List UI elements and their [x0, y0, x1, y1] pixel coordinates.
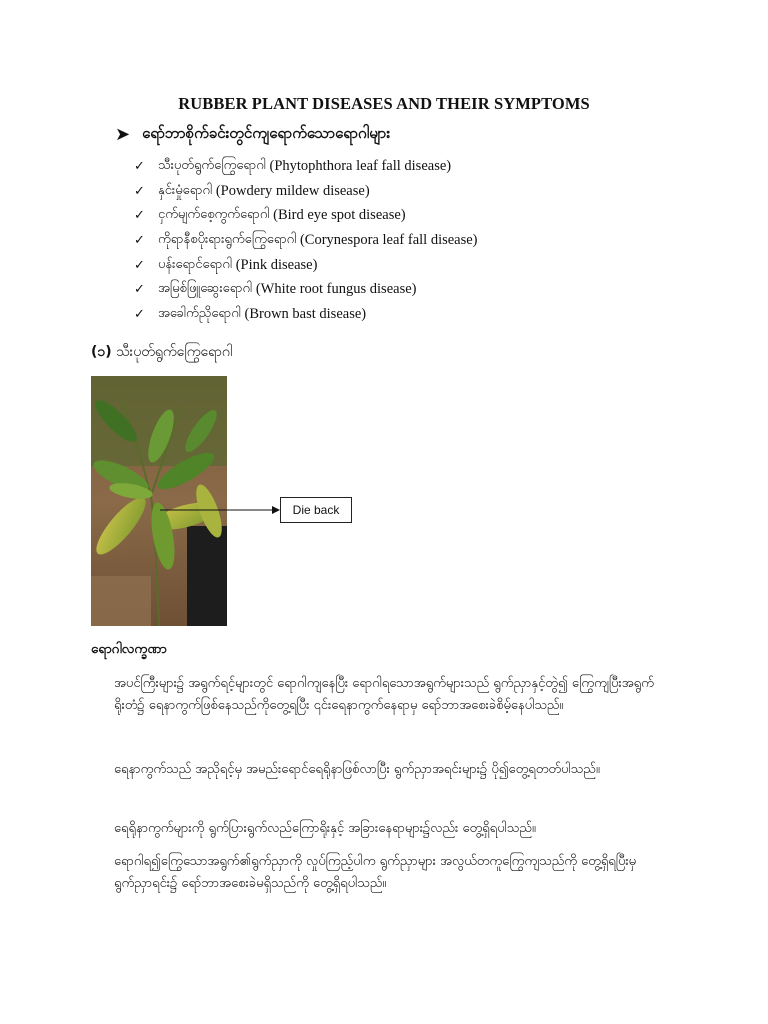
paragraph: ရေနာကွက်သည် အညိုရင့်မှ အမည်းရောင်ရေရိုနာဖြစ်လာပြီး ရွက်ညှာအရင်းများ၌ ပို၍တွေ့ရတတ်ပါသည်။ [114, 762, 600, 777]
disease-name-my: ပန်းရောင်ရောဂါ [158, 256, 233, 272]
check-icon: ✓ [134, 282, 145, 298]
list-item [134, 203, 478, 228]
list-item [134, 154, 478, 179]
check-icon: ✓ [134, 232, 145, 248]
disease-name-my: ကိုရာနီစပိုးရားရွက်ကြွေရောဂါ [158, 231, 297, 247]
symptoms-heading: ရောဂါလက္ခဏာ [91, 641, 167, 657]
disease-name-en: (Pink disease) [235, 256, 318, 273]
disease-name-my: အမြစ်ဖြူဆွေးရောဂါ [158, 281, 253, 297]
disease-name-en: (Brown bast disease) [244, 305, 367, 322]
disease-name-en: (Bird eye spot disease) [273, 207, 406, 224]
arrow-bullet-icon: ➤ [115, 124, 131, 145]
check-icon: ✓ [134, 158, 145, 174]
disease-name-en: (Phytophthora leaf fall disease) [269, 157, 452, 174]
list-item [134, 253, 478, 278]
list-item [134, 179, 478, 204]
disease-name-en: (Corynespora leaf fall disease) [299, 231, 478, 248]
callout-label: Die back [280, 497, 352, 523]
check-icon: ✓ [134, 257, 145, 273]
paragraph: အပင်ကြီးများ၌ အရွက်ရင့်များတွင် ရောဂါကျနေပြီး ရောဂါရသောအရွက်များသည် ရွက်ညှာနှင့်တွဲ၍ ကြွေကျပြီးအရွက်ရိုးတံ၌ ရေနာကွက်ဖြစ်နေသည်ကိုတွေ့ရပြီး ၎င်းရေနာကွက်နေရာမှ ရော်ဘာအစေးခဲစိမ့်နေပါသည်။ [114, 676, 654, 713]
disease-list [134, 154, 478, 327]
paragraph: ရေရိုနာကွက်များကို ရွက်ပြားရွက်လည်ကြောရိုးနှင့် အခြားနေရာများ၌လည်း တွေ့ရှိရပါသည်။ [114, 821, 536, 836]
check-icon: ✓ [134, 306, 145, 322]
disease-name-my: အခေါက်ညိုရောဂါ [158, 305, 241, 321]
list-item [134, 277, 478, 302]
check-icon: ✓ [134, 183, 145, 199]
list-item [134, 228, 478, 253]
disease-name-my: နှင်းမှုံရောဂါ [158, 182, 213, 198]
disease-name-my: ငှက်မျက်စေ့ကွက်ရောဂါ [158, 207, 270, 223]
subsection-title: သီးပုတ်ရွက်ကြွေရောဂါ [116, 344, 233, 360]
paragraph: ရောဂါရ၍ကြွေသောအရွက်၏ရွက်ညှာကို လှုပ်ကြည့်ပါက ရွက်ညှာများ အလွယ်တကူကြွေကျသည်ကို တွေ့ရှိရပြီးမှ ရွက်ညှာရင်း၌ ရော်ဘာအစေးခဲမရှိသည်ကို တွေ့ရှိရပါသည်။ [114, 854, 637, 891]
page-title: RUBBER PLANT DISEASES AND THEIR SYMPTOMS [178, 94, 590, 113]
disease-name-my: သီးပုတ်ရွက်ကြွေရောဂါ [158, 157, 266, 173]
section-heading-text: ရော်ဘာစိုက်ခင်းတွင်ကျရောက်သောရောဂါများ [142, 124, 391, 142]
disease-name-en: (Powdery mildew disease) [215, 182, 370, 199]
section-heading [115, 124, 390, 146]
subsection-number: (၁) [91, 344, 112, 360]
disease-name-en: (White root fungus disease) [255, 281, 417, 298]
check-icon: ✓ [134, 208, 145, 224]
callout-arrow-icon [160, 500, 280, 520]
list-item [134, 302, 478, 327]
subsection-heading [91, 342, 232, 363]
